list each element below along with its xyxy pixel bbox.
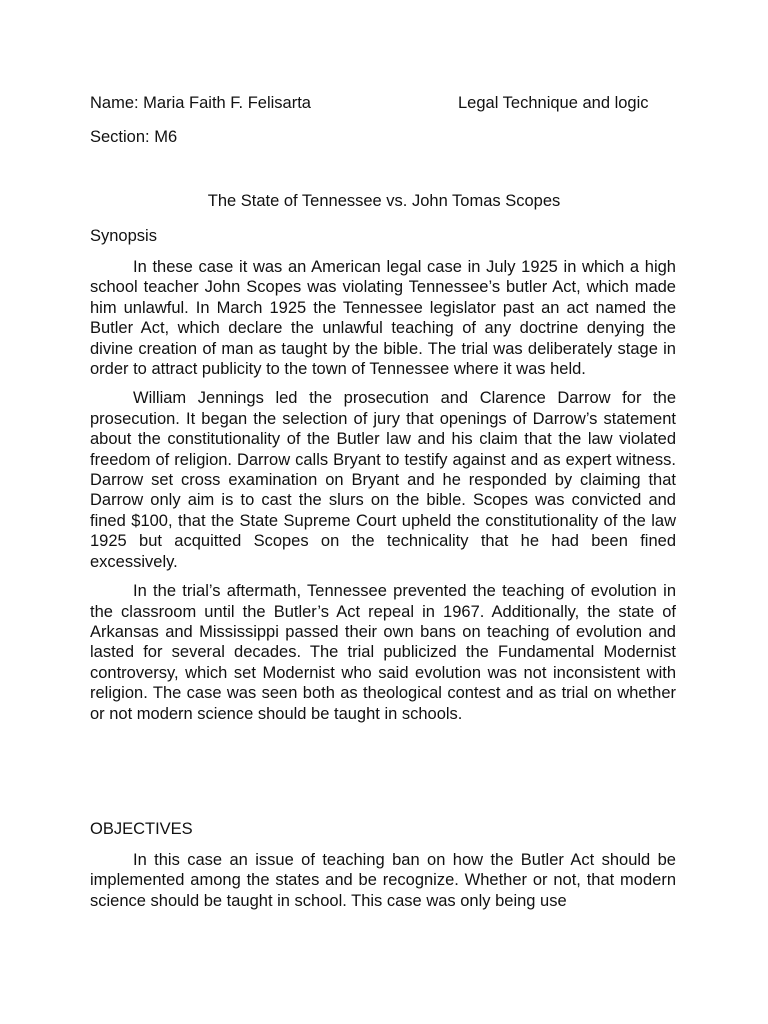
- course-subject: Legal Technique and logic: [458, 94, 649, 112]
- objectives-paragraph: In this case an issue of teaching ban on how the Butler Act should be implemented among the states and be recognize. Whether or not, that modern science should be taught in school. This case was only being use: [90, 851, 676, 910]
- synopsis-heading: Synopsis: [90, 227, 157, 245]
- objectives-body: [90, 850, 676, 920]
- document-title: The State of Tennessee vs. John Tomas Scopes: [207, 192, 561, 210]
- synopsis-paragraph: In the trial’s aftermath, Tennessee prevented the teaching of evolution in the classroom until the Butler’s Act repeal in 1967. Additionally, the state of Arkansas and Mississippi passed their own bans on teaching of evolution and lasted for several decades. The trial publicized the Fundamental Modernist controversy, which set Modernist who said evolution was not inconsistent with religion. The case was seen both as theological contest and as trial on whether or not modern science should be taught in schools.: [90, 582, 676, 723]
- synopsis-body: [90, 257, 676, 733]
- synopsis-paragraph: William Jennings led the prosecution and Clarence Darrow for the prosecution. It began the selection of jury that openings of Darrow’s statement about the constitutionality of the Butler law and his claim that the law violated freedom of religion. Darrow calls Bryant to testify against and as expert witness. Darrow set cross examination on Bryant and he responded by claiming that Darrow only aim is to cast the slurs on the bible. Scopes was convicted and fined $100, that the State Supreme Court upheld the constitutionality of the law 1925 but acquitted Scopes on the technicality that he had been fined excessively.: [90, 389, 676, 571]
- student-section: Section: M6: [90, 128, 178, 146]
- synopsis-paragraph: In these case it was an American legal case in July 1925 in which a high school teacher John Scopes was violating Tennessee’s butler Act, which made him unlawful. In March 1925 the Tennessee legislator past an act named the Butler Act, which declare the unlawful teaching of any doctrine denying the divine creation of man as taught by the bible. The trial was deliberately stage in order to attract publicity to the town of Tennessee where it was held.: [90, 258, 676, 379]
- header-line: [90, 94, 678, 116]
- student-name: Name: Maria Faith F. Felisarta: [90, 94, 311, 112]
- objectives-heading: OBJECTIVES: [90, 820, 193, 838]
